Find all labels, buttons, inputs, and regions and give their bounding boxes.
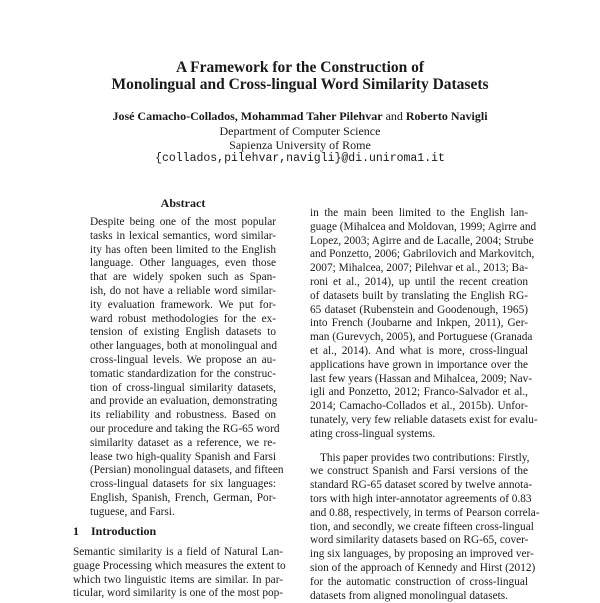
- text-line: its reliability and robustness. Based on: [90, 409, 276, 422]
- text-line: word similarity datasets based on RG-65, cover-: [310, 534, 529, 547]
- text-line: guage Processing which measures the extent to: [73, 559, 286, 572]
- author-names-1: José Camacho-Collados, Mohammad Taher Pilehvar: [112, 109, 383, 123]
- title-line-1: A Framework for the Construction of: [175, 59, 425, 76]
- text-line: 65 dataset (Rubenstein and Goodenough, 1965): [310, 303, 528, 316]
- text-line: roni et al., 2014), up until the recent creation: [310, 275, 528, 288]
- text-line: which two linguistic items are similar. In par-: [73, 573, 283, 586]
- text-line: tasks in lexical semantics, word similar-: [90, 229, 276, 242]
- text-line: ating cross-lingual systems.: [310, 427, 436, 440]
- text-line: and provide an evaluation, demonstrating: [90, 395, 278, 408]
- affiliation-university: Sapienza University of Rome: [229, 138, 371, 152]
- text-line: tuguese, and Farsi.: [90, 505, 175, 518]
- text-line: Lopez, 2003; Agirre and de Lacalle, 2004; Strube: [310, 234, 534, 247]
- text-line: et al., 2014). And what is more, cross-lingual: [310, 344, 528, 357]
- text-line: 2007; Mihalcea, 2007; Pilehvar et al., 2013; Ba-: [310, 262, 528, 275]
- text-line: igli and Ponzetto, 2012; Franco-Salvador et al.,: [310, 386, 528, 399]
- text-line: cross-lingual datasets for six languages:: [90, 478, 276, 491]
- paragraph-related-work: [310, 207, 538, 442]
- text-line: last few years (Hassan and Mihalcea, 2009; Nav-: [310, 372, 533, 385]
- text-line: tion of cross-lingual similarity datasets,: [90, 381, 276, 394]
- text-line: lease two high-quality Spanish and Farsi: [90, 450, 276, 463]
- text-line: other languages, both at monolingual and: [90, 340, 277, 353]
- abstract-body: [90, 216, 284, 520]
- text-line: guage (Mihalcea and Moldovan, 1999; Agirre and: [310, 220, 537, 233]
- text-line: similarity dataset as a reference, we re-: [90, 436, 276, 449]
- text-line: tension of existing English datasets to: [90, 326, 276, 339]
- section-heading-introduction: [73, 524, 156, 539]
- text-line: 2014; Camacho-Collados et al., 2015b). Unfor-: [310, 400, 528, 413]
- author-names-2: Roberto Navigli: [405, 109, 488, 123]
- affiliation-department: Department of Computer Science: [219, 124, 381, 138]
- text-line: ity evaluation framework. We put for-: [90, 298, 276, 311]
- text-line: ing six languages, by proposing an improved ver-: [310, 548, 534, 561]
- text-line: we construct Spanish and Farsi versions of the: [310, 465, 528, 478]
- text-line: English, Spanish, French, German, Por-: [90, 491, 276, 504]
- text-line: and 0.88, respectively, in terms of Pearson correla-: [310, 506, 540, 519]
- text-line: tunately, very few reliable datasets exist for evalu-: [310, 413, 538, 426]
- text-line: ward robust methodologies for the ex-: [90, 312, 276, 325]
- author-conjunction: and: [385, 109, 403, 123]
- author-list: [0, 109, 600, 123]
- text-line: sion of the approach of Kennedy and Hirst (2012): [310, 561, 536, 574]
- text-line: This paper provides two contributions: Firstly,: [320, 451, 530, 464]
- text-line: Despite being one of the most popular: [90, 216, 276, 228]
- text-line: tomatic standardization for the construc-: [90, 367, 276, 380]
- text-line: Semantic similarity is a field of Natural Lan-: [73, 546, 283, 558]
- text-line: into French (Joubarne and Inkpen, 2011), Ger-: [310, 317, 528, 330]
- text-line: that are widely spoken such as Span-: [90, 271, 276, 284]
- section-title: Introduction: [91, 524, 157, 538]
- section-number: 1: [73, 524, 79, 538]
- text-line: and Ponzetto, 2006; Gabrilovich and Markovitch,: [310, 248, 535, 261]
- text-line: ity has often been limited to the English: [90, 243, 276, 256]
- abstract-heading: Abstract: [160, 196, 206, 210]
- text-line: standard RG-65 dataset scored by twelve annota-: [310, 479, 533, 492]
- text-line: ticular, word similarity is one of the most pop-: [73, 587, 284, 600]
- text-line: language. Other languages, even those: [90, 257, 276, 270]
- text-line: (Persian) monolingual datasets, and fifteen: [90, 464, 284, 477]
- paper-title: [0, 59, 600, 93]
- text-line: for the automatic construction of cross-lingual: [310, 575, 528, 588]
- right-column-body: [310, 207, 540, 603]
- introduction-body: [73, 546, 286, 601]
- text-line: cross-lingual levels. We propose an au-: [90, 353, 276, 366]
- author-emails: {collados,pilehvar,navigli}@di.uniroma1.it: [155, 152, 445, 165]
- text-line: applications have grown in importance over the: [310, 358, 528, 371]
- text-line: man (Gurevych, 2005), and Portuguese (Granada: [310, 331, 533, 344]
- text-line: tors with high inter-annotator agreements of 0.83: [310, 492, 532, 505]
- title-line-2: Monolingual and Cross-lingual Word Similarity Datasets: [111, 76, 489, 93]
- text-line: datasets from aligned monolingual datasets.: [310, 589, 508, 602]
- text-line: our procedure and taking the RG-65 word: [90, 422, 280, 435]
- text-line: tion, and secondly, we create fifteen cross-lingual: [310, 520, 534, 533]
- paragraph-contributions: [310, 451, 540, 603]
- text-line: in the main been limited to the English lan-: [310, 207, 528, 219]
- text-line: of datasets built by translating the English RG-: [310, 289, 528, 302]
- text-line: ish, do not have a reliable word similar-: [90, 284, 276, 297]
